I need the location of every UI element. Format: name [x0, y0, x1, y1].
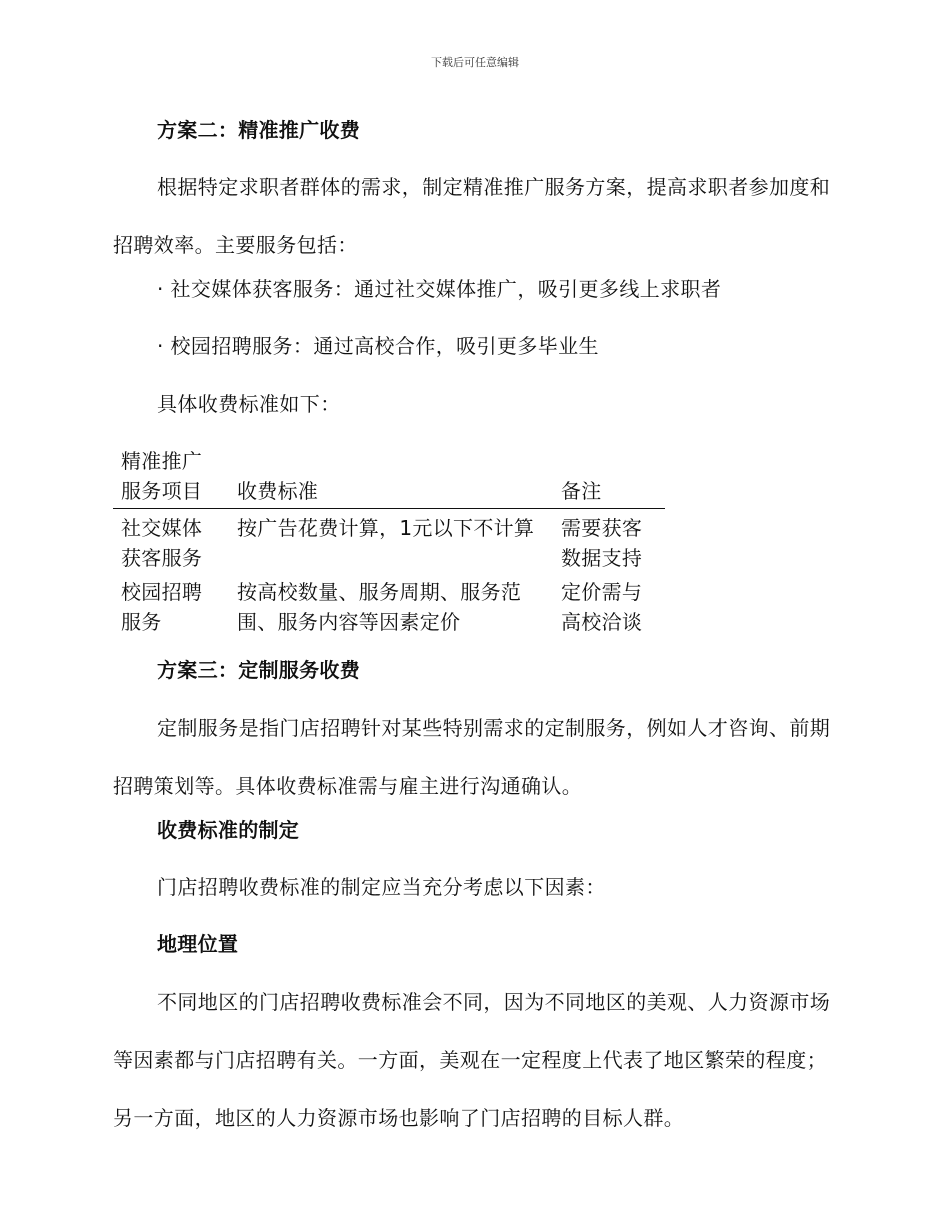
table-cell: 按高校数量、服务周期、服务范围、服务内容等因素定价 [237, 580, 522, 634]
table-cell: 定价需与高校洽谈 [561, 580, 643, 634]
standards-heading: 收费标准的制定 [157, 818, 300, 842]
table-header-row [113, 446, 665, 509]
table-header-item: 精准推广服务项目 [121, 449, 203, 503]
bullet-campus: · 校园招聘服务：通过高校合作，吸引更多毕业生 [157, 334, 599, 358]
table-row [113, 577, 665, 641]
table-header-note: 备注 [561, 479, 602, 503]
table-header-standard: 收费标准 [237, 479, 319, 503]
table-row [113, 509, 665, 578]
plan2-heading: 方案二：精准推广收费 [157, 118, 360, 142]
location-heading: 地理位置 [157, 932, 239, 956]
plan3-paragraph: 定制服务是指门店招聘针对某些特别需求的定制服务，例如人才咨询、前期招聘策划等。具体收费标准需与雇主进行沟通确认。 [113, 716, 831, 798]
location-paragraph: 不同地区的门店招聘收费标准会不同，因为不同地区的美观、人力资源市场等因素都与门店招聘有关。一方面，美观在一定程度上代表了地区繁荣的程度；另一方面，地区的人力资源市场也影响了门店招聘的目标人群。 [113, 990, 831, 1130]
page-header: 下载后可任意编辑 [431, 56, 519, 69]
table-cell: 需要获客数据支持 [561, 516, 643, 570]
plan3-heading: 方案三：定制服务收费 [157, 658, 360, 682]
table-cell: 校园招聘服务 [121, 580, 203, 634]
fee-table [113, 446, 665, 641]
table-cell: 按广告花费计算，1元以下不计算 [237, 516, 535, 540]
plan2-intro-paragraph: 根据特定求职者群体的需求，制定精准推广服务方案，提高求职者参加度和招聘效率。主要服务包括： [113, 175, 831, 257]
fee-standard-intro: 具体收费标准如下： [157, 392, 341, 416]
bullet-social-media: · 社交媒体获客服务：通过社交媒体推广，吸引更多线上求职者 [157, 277, 722, 301]
standards-intro: 门店招聘收费标准的制定应当充分考虑以下因素： [157, 875, 606, 899]
table-cell: 社交媒体获客服务 [121, 516, 203, 570]
